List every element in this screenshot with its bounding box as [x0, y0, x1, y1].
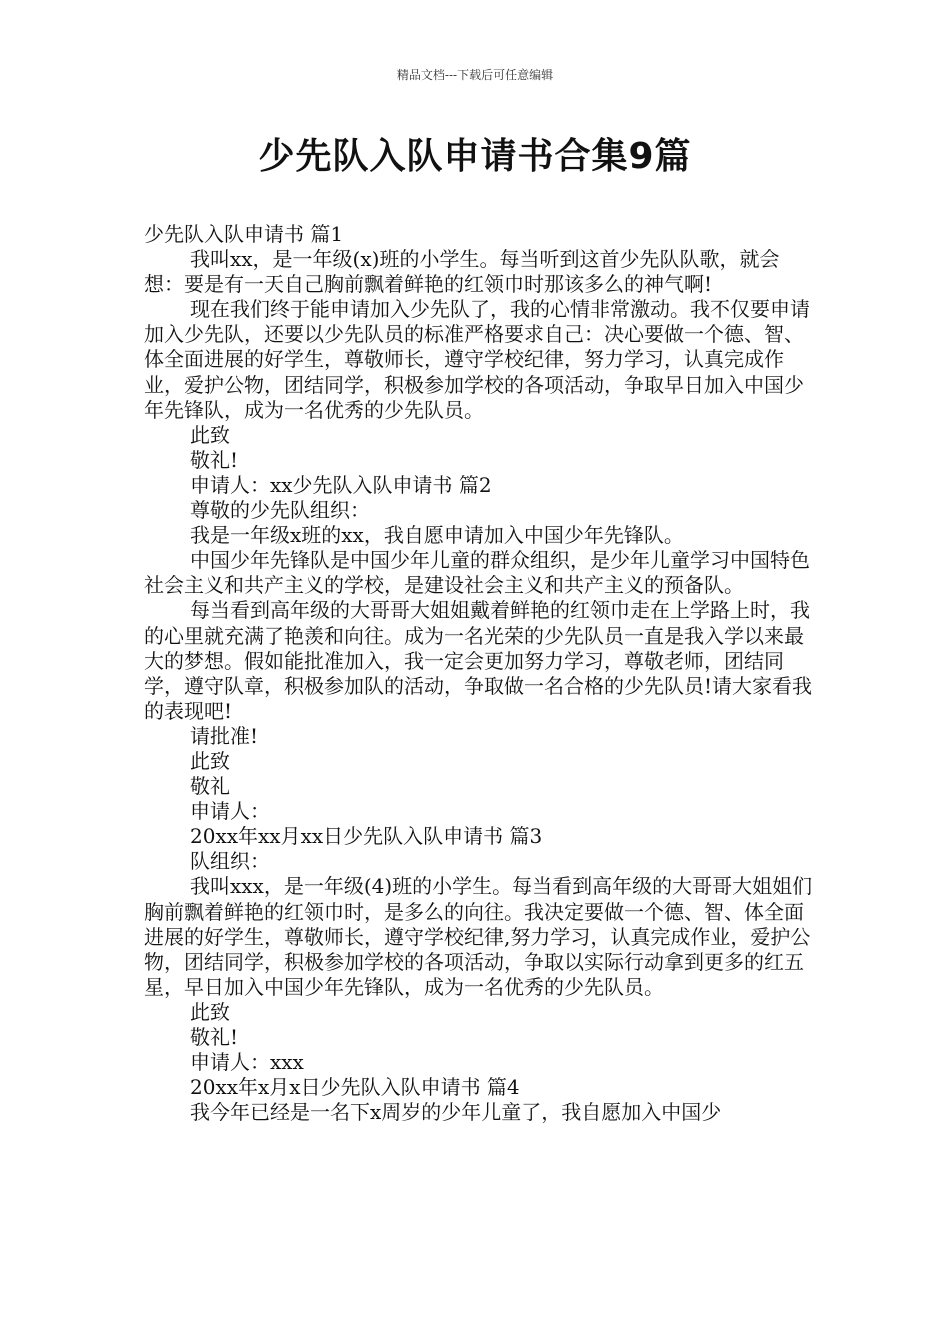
paragraph: 我叫xx，是一年级(x)班的小学生。每当听到这首少先队队歌，就会想：要是有一天自己胸前飘着鲜艳的红领巾时那该多么的神气啊!	[144, 247, 780, 297]
page-header-note: 精品文档---下载后可任意编辑	[396, 68, 554, 82]
salutation: 队组织：	[190, 849, 270, 874]
closing-line: 敬礼!	[190, 447, 239, 472]
closing-line: 敬礼!	[190, 1025, 239, 1049]
closing-line: 此致	[190, 999, 230, 1024]
date-and-section-heading: 20xx年xx月xx日少先队入队申请书 篇3	[190, 824, 543, 849]
paragraph: 每当看到高年级的大哥哥大姐姐戴着鲜艳的红领巾走在上学路上时，我的心里就充满了艳羡和向往。成为一名光荣的少先队员一直是我入学以来最大的梦想。假如能批准加入，我一定会更加努力学习，尊敬老师，团结同学，遵守队章，积极参加队的活动，争取做一名合格的少先队员!请大家看我的表现吧!	[144, 598, 813, 723]
section-heading: 少先队入队申请书 篇1	[144, 222, 344, 246]
closing-line: 此致	[190, 748, 230, 773]
paragraph: 现在我们终于能申请加入少先队了，我的心情非常激动。我不仅要申请加入少先队，还要以少先队员的标准严格要求自己：决心要做一个德、智、体全面进展的好学生，尊敬师长，遵守学校纪律，努力学习，认真完成作业，爱护公物，团结同学，积极参加学校的各项活动，争取早日加入中国少年先锋队，成为一名优秀的少先队员。	[144, 297, 810, 422]
paragraph: 我今年已经是一名下x周岁的少年儿童了，我自愿加入中国少	[190, 1100, 722, 1125]
signature-and-section-heading: 申请人：xx少先队入队申请书 篇2	[190, 472, 492, 497]
signature-line: 申请人：	[190, 799, 270, 824]
signature-line: 申请人：xxx	[190, 1050, 304, 1075]
date-and-section-heading: 20xx年x月x日少先队入队申请书 篇4	[190, 1075, 520, 1100]
closing-line: 敬礼	[190, 774, 230, 799]
salutation: 尊敬的少先队组织：	[190, 498, 370, 523]
paragraph: 中国少年先锋队是中国少年儿童的群众组织，是少年儿童学习中国特色社会主义和共产主义的学校，是建设社会主义和共产主义的预备队。	[144, 548, 810, 598]
paragraph: 我是一年级x班的xx，我自愿申请加入中国少年先锋队。	[190, 523, 684, 548]
closing-line: 请批准!	[190, 723, 259, 748]
paragraph: 我叫xxx，是一年级(4)班的小学生。每当看到高年级的大哥哥大姐姐们胸前飘着鲜艳的红领巾时，是多么的向往。我决定要做一个德、智、体全面进展的好学生，尊敬师长，遵守学校纪律,努力学习，认真完成作业，爱护公物，团结同学，积极参加学校的各项活动，争取以实际行动拿到更多的红五星，早日加入中国少年先锋队，成为一名优秀的少先队员。	[144, 874, 813, 999]
document-title: 少先队入队申请书合集9篇	[258, 136, 692, 177]
closing-line: 此致	[190, 422, 230, 447]
document-body	[144, 222, 814, 1125]
